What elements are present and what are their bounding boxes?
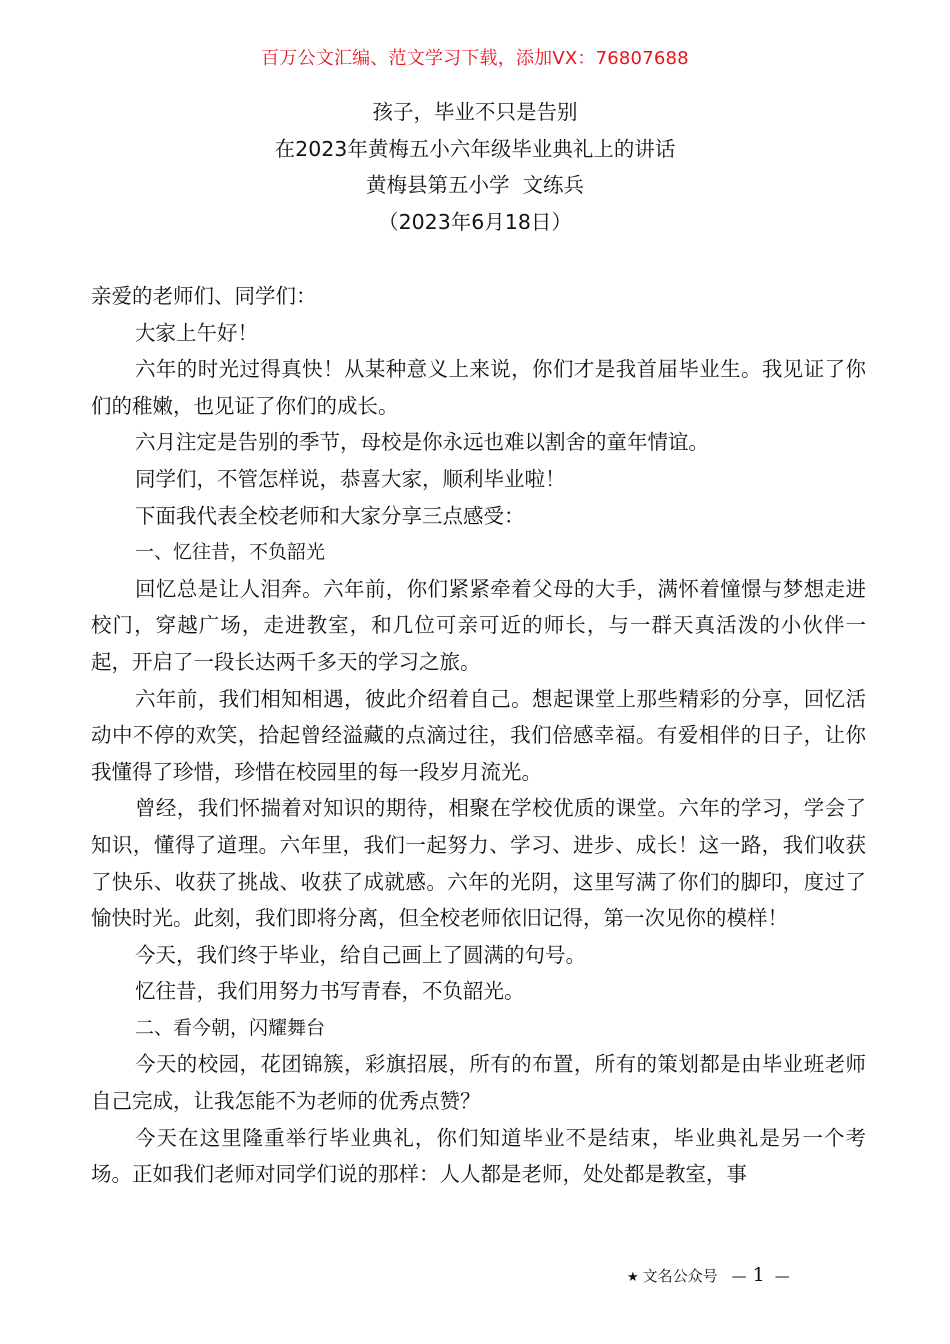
section-heading: 二、看今朝，闪耀舞台 [135, 1016, 326, 1039]
paragraph: 今天，我们终于毕业，给自己画上了圆满的句号。 [135, 942, 586, 967]
paragraph: 大家上午好！ [135, 320, 258, 345]
dash-right: — [774, 1267, 790, 1285]
paragraph: 今天的校园，花团锦簇，彩旗招展，所有的布置，所有的策划都是由毕业班老师自己完成，让我怎能不为老师的优秀点赞？ [91, 1052, 866, 1114]
paragraph: 六月注定是告别的季节，母校是你永远也难以割舍的童年情谊。 [135, 430, 709, 455]
title-block [0, 94, 950, 240]
speaker-line: 黄梅县第五小学 文练兵 [365, 173, 585, 197]
speech-date: （2023年6月18日） [378, 209, 572, 234]
footer-label: 文名公众号 [642, 1267, 718, 1285]
star-icon: ★ [627, 1270, 639, 1285]
page-number: 1 [752, 1264, 765, 1286]
paragraph: 六年前，我们相知相遇，彼此介绍着自己。想起课堂上那些精彩的分享，回忆活动中不停的欢笑，拾起曾经溢藏的点滴过往，我们倍感幸福。有爱相伴的日子，让你我懂得了珍惜，珍惜在校园里的每一段岁月流光。 [91, 686, 866, 784]
speech-subtitle: 在2023年黄梅五小六年级毕业典礼上的讲话 [274, 136, 676, 161]
speech-title: 孩子，毕业不只是告别 [372, 100, 578, 124]
page-footer [627, 1264, 790, 1286]
header-banner: 百万公文汇编、范文学习下载，添加VX：76807688 [261, 48, 689, 69]
paragraph: 忆往昔，我们用努力书写青春，不负韶光。 [135, 979, 525, 1004]
paragraph: 回忆总是让人泪奔。六年前，你们紧紧牵着父母的大手，满怀着憧憬与梦想走进校门，穿越广场，走进教室，和几位可亲可近的师长，与一群天真活泼的小伙伴一起，开启了一段长达两千多天的学习之旅。 [91, 576, 866, 674]
paragraph: 曾经，我们怀揣着对知识的期待，相聚在学校优质的课堂。六年的学习，学会了知识，懂得了道理。六年里，我们一起努力、学习、进步、成长！这一路，我们收获了快乐、收获了挑战、收获了成就感。六年的光阴，这里写满了你们的脚印，度过了愉快时光。此刻，我们即将分离，但全校老师依旧记得，第一次见你的模样！ [91, 796, 866, 931]
section-heading: 一、忆往昔，不负韶光 [135, 541, 326, 564]
paragraph: 六年的时光过得真快！从某种意义上来说，你们才是我首届毕业生。我见证了你们的稚嫩，也见证了你们的成长。 [91, 357, 866, 418]
speech-body [91, 278, 866, 1193]
paragraph: 下面我代表全校老师和大家分享三点感受： [135, 503, 525, 528]
salutation: 亲爱的老师们、同学们： [91, 284, 317, 308]
paragraph: 今天在这里隆重举行毕业典礼，你们知道毕业不是结束，毕业典礼是另一个考场。正如我们老师对同学们说的那样：人人都是老师，处处都是教室，事 [91, 1125, 866, 1187]
paragraph: 同学们，不管怎样说，恭喜大家，顺利毕业啦！ [135, 466, 566, 491]
dash-left: — [731, 1267, 747, 1285]
